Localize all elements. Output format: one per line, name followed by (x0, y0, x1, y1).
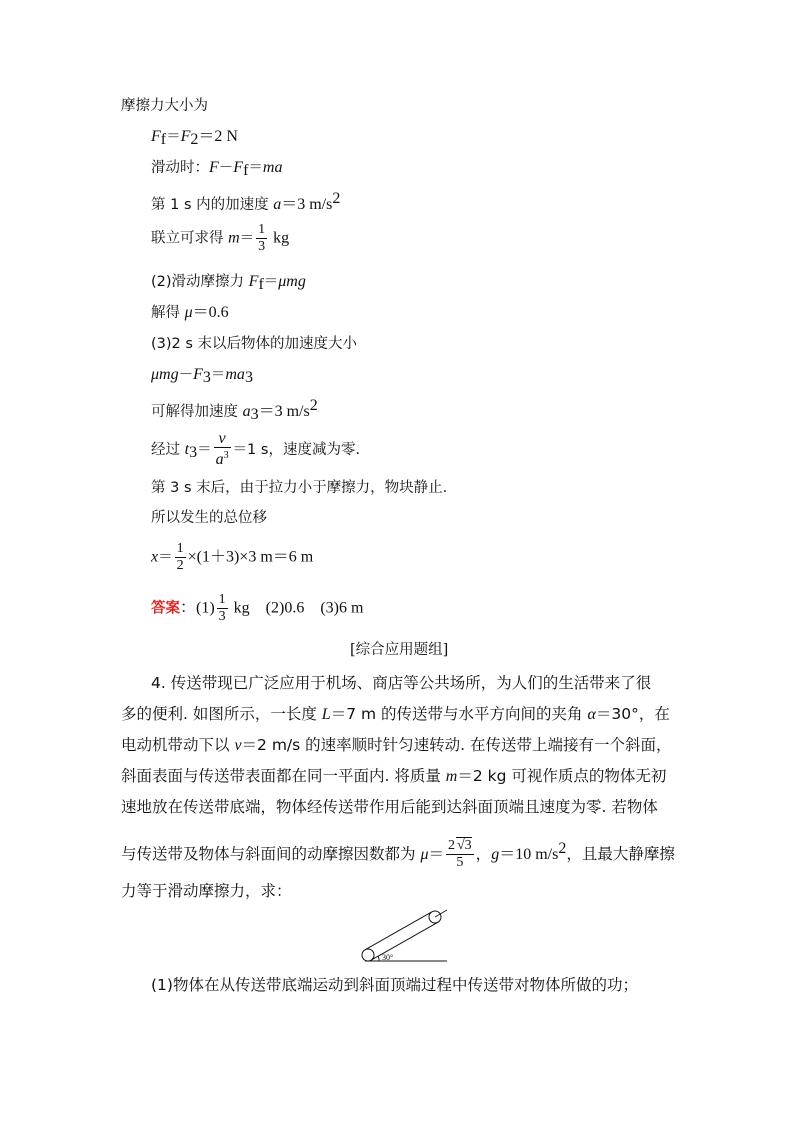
fraction: $\frac{1}{2}$ (176, 541, 184, 573)
equation-line: x＝ $\frac{1}{2}$ ×(1＋3)×3 m＝6 m (151, 541, 314, 573)
fraction: $\frac{v}{a^3}$ (215, 430, 229, 468)
problem-line: 多的便利. 如图所示，一长度 L＝7 m 的传送带与水平方向间的夹角 α＝30°，在 (121, 705, 670, 723)
text-line: 解得 μ＝0.6 (151, 304, 229, 321)
text-line: 联立可求得 m＝ $\frac{1}{3}$ kg (151, 222, 290, 254)
text-line: 第 1 s 内的加速度 a＝3 $m/s^2$ (151, 190, 341, 213)
equation-line: $\mu mg-F_3=ma_3$ (151, 366, 253, 386)
question-line: (1)物体在从传送带底端运动到斜面顶端过程中传送带对物体所做的功； (151, 976, 638, 994)
problem-line: 力等于滑动摩擦力，求： (121, 882, 292, 900)
text-line: 经过 $t_3=$ $\frac{v}{a^3}$ ＝1 s，速度减为零. (151, 430, 361, 468)
text-line: 所以发生的总位移 (151, 510, 267, 526)
fraction: $\frac{1}{3}$ (258, 222, 266, 254)
equation-line: $F_f=F_2=2$ N (151, 128, 238, 148)
problem-line: 与传送带及物体与斜面间的动摩擦因数都为 μ＝ $\frac{2 √3}{5}$ ，g＝10 $m/s^2$，且最大静摩擦 (121, 838, 675, 870)
text-line: 可解得加速度 $a_3=3$ $m/s^2$ (151, 397, 318, 423)
conveyor-belt-figure (355, 905, 455, 967)
fraction: $\frac{1}{3}$ (218, 592, 226, 624)
problem-line: 速地放在传送带底端，物体经传送带作用后能到达斜面顶端且速度为零. 若物体 (121, 798, 658, 816)
section-heading: [综合应用题组] (350, 642, 449, 658)
fraction: $\frac{2 √3}{5}$ (447, 838, 472, 870)
text-line: (2)滑动摩擦力 $F_f=\mu mg$ (151, 273, 306, 293)
answer-label: 答案 (151, 600, 180, 617)
text-line: 第 3 s 末后，由于拉力小于摩擦力，物块静止. (151, 480, 448, 496)
angle-label: 30° (382, 953, 394, 962)
equation-line: 滑动时：$F-F_f=ma$ (151, 159, 283, 179)
text-line: 摩擦力大小为 (121, 98, 208, 114)
answer-line: 答案：(1) $\frac{1}{3}$ kg (2)0.6 (3)6 m (151, 592, 364, 624)
text-line: (3)2 s 末以后物体的加速度大小 (151, 336, 358, 352)
sqrt-symbol: √3 (456, 838, 472, 853)
problem-line: 4. 传送带现已广泛应用于机场、商店等公共场所，为人们的生活带来了很 (151, 674, 652, 692)
problem-line: 斜面表面与传送带表面都在同一平面内. 将质量 m＝2 kg 可视作质点的物体无初 (121, 767, 667, 785)
angle-arc (378, 956, 379, 961)
problem-line: 电动机带动下以 v＝2 m/s 的速率顺时针匀速转动. 在传送带上端接有一个斜面， (121, 736, 672, 754)
